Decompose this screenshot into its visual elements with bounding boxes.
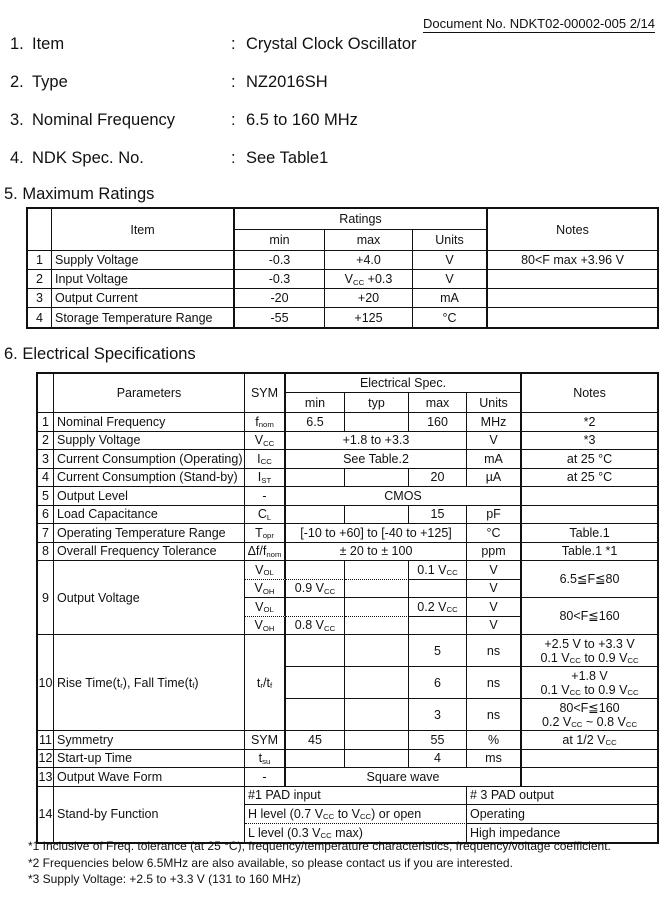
units-cell: V <box>467 580 522 599</box>
parameter-cell: Output Wave Form <box>54 768 245 787</box>
notes-cell <box>522 750 657 769</box>
parameter-cell: Operating Temperature Range <box>54 524 245 543</box>
typ-cell <box>345 731 409 750</box>
max-cell: $V_{CC} +0.3$ <box>325 270 413 289</box>
notes-cell: at 25 °C <box>522 450 657 469</box>
min-cell <box>286 667 345 699</box>
item-cell: Output Current <box>52 289 235 308</box>
min-cell <box>286 506 345 525</box>
units-cell: °C <box>467 524 522 543</box>
notes-cell <box>488 308 657 327</box>
notes-cell <box>522 635 657 667</box>
note-line: 80<F≦160 <box>559 700 620 715</box>
units-cell: ns <box>467 635 522 667</box>
symbol-cell: SYM <box>245 731 286 750</box>
column-header-ratings-group: Ratings <box>235 209 488 230</box>
max-cell: +4.0 <box>325 251 413 270</box>
typ-cell <box>345 598 409 617</box>
footnote: *3 Supply Voltage: +2.5 to +3.3 V (131 to 160 MHz) <box>28 872 301 886</box>
min-cell <box>286 469 345 488</box>
typ-cell <box>345 506 409 525</box>
symbol-cell: $f_{nom}$ <box>245 413 286 432</box>
table-row <box>38 524 657 543</box>
note-line: +1.8 V <box>571 668 608 683</box>
item-value: 6.5 to 160 MHz <box>246 111 358 129</box>
units-cell: V <box>467 617 522 636</box>
table-row <box>38 561 657 580</box>
row-number: 7 <box>38 524 54 543</box>
item-label: NDK Spec. No. <box>32 149 144 167</box>
units-cell: V <box>467 561 522 580</box>
row-number: 5 <box>38 487 54 506</box>
column-header-parameters: Parameters <box>54 374 245 413</box>
table-row <box>38 413 657 432</box>
value-span-cell: [-10 to +60] to [-40 to +125] <box>286 524 467 543</box>
notes-cell: 80<F max +3.96 V <box>488 251 657 270</box>
notes-cell: Table.1 *1 <box>522 543 657 562</box>
table-row <box>38 750 657 769</box>
column-header-notes: Notes <box>488 209 657 251</box>
table-row <box>38 768 657 787</box>
notes-cell <box>522 768 657 787</box>
units-cell: °C <box>413 308 488 327</box>
column-header-min: min <box>235 230 325 251</box>
column-header-typ: typ <box>345 393 409 413</box>
max-cell: 55 <box>409 731 467 750</box>
symbol-cell: - <box>245 487 286 506</box>
table-row <box>28 270 657 289</box>
row-number: 4 <box>38 469 54 488</box>
standby-output-cell: High impedance <box>470 825 561 840</box>
table-row <box>38 731 657 750</box>
notes-cell: at 25 °C <box>522 469 657 488</box>
item-label: Item <box>32 35 65 53</box>
units-cell: V <box>467 432 522 451</box>
table-row <box>38 787 657 806</box>
units-cell: % <box>467 731 522 750</box>
table-row <box>38 635 657 667</box>
max-cell <box>409 580 467 599</box>
typ-cell <box>345 635 409 667</box>
item-value: See Table1 <box>246 149 329 167</box>
item-number: 3. <box>10 111 24 129</box>
parameter-cell: Current Consumption (Stand-by) <box>54 469 245 488</box>
parameter-cell: Supply Voltage <box>54 432 245 451</box>
footnote: *2 Frequencies below 6.5MHz are also available, so please contact us if you are interested. <box>28 855 513 870</box>
units-cell: mA <box>467 450 522 469</box>
row-number: 4 <box>28 308 52 327</box>
max-cell: 3 <box>409 699 467 731</box>
row-number: 1 <box>38 413 54 432</box>
item-value: Crystal Clock Oscillator <box>246 35 417 53</box>
units-cell: V <box>413 270 488 289</box>
max-cell: 20 <box>409 469 467 488</box>
parameter-cell: Load Capacitance <box>54 506 245 525</box>
notes-cell <box>522 667 657 699</box>
symbol-cell: $V_{OL}$ <box>245 561 286 580</box>
column-header-notes: Notes <box>522 374 657 413</box>
row-number: 2 <box>38 432 54 451</box>
note-line: +2.5 V to +3.3 V <box>544 636 635 651</box>
notes-cell: *3 <box>522 432 657 451</box>
min-cell: 0.9 $V_{CC}$ <box>286 580 345 599</box>
electrical-specifications-table <box>36 372 659 844</box>
notes-cell: 6.5≦F≦80 <box>522 561 657 598</box>
section-heading-maximum-ratings: 5. Maximum Ratings <box>4 185 155 203</box>
symbol-cell: $C_L$ <box>245 506 286 525</box>
note-line: 0.1 $V_{CC}$ to 0.9 $V_{CC}$ <box>540 682 639 698</box>
item-separator: : <box>231 111 236 129</box>
item-number: 4. <box>10 149 24 167</box>
symbol-cell: $t_r/t_f$ <box>245 635 286 731</box>
footnotes <box>28 838 611 888</box>
value-span-cell: CMOS <box>286 487 522 506</box>
notes-cell <box>522 487 657 506</box>
min-cell: -20 <box>235 289 325 308</box>
units-cell: ms <box>467 750 522 769</box>
max-cell <box>409 617 467 636</box>
standby-output-cell: Operating <box>467 805 657 824</box>
info-item <box>10 73 328 92</box>
column-header-electrical-spec-group: Electrical Spec. <box>286 374 522 393</box>
table-row <box>28 251 657 270</box>
notes-cell <box>522 699 657 731</box>
max-cell: 5 <box>409 635 467 667</box>
standby-input-cell: #1 PAD input <box>245 787 467 806</box>
min-cell <box>286 699 345 731</box>
typ-cell <box>345 667 409 699</box>
symbol-cell: $I_{ST}$ <box>245 469 286 488</box>
typ-cell <box>345 413 409 432</box>
max-cell: +20 <box>325 289 413 308</box>
item-cell: Supply Voltage <box>52 251 235 270</box>
symbol-cell: $t_{su}$ <box>245 750 286 769</box>
notes-cell: 80<F≦160 <box>522 598 657 635</box>
min-cell: -0.3 <box>235 251 325 270</box>
table-row <box>38 506 657 525</box>
row-number: 9 <box>38 561 54 635</box>
symbol-cell: - <box>245 768 286 787</box>
table-row <box>38 469 657 488</box>
min-cell: -55 <box>235 308 325 327</box>
typ-cell <box>345 561 409 580</box>
max-cell: 15 <box>409 506 467 525</box>
column-header-max: max <box>325 230 413 251</box>
notes-cell: at 1/2 $V_{CC}$ <box>522 731 657 750</box>
corner-cell <box>38 374 54 413</box>
typ-cell <box>345 580 409 599</box>
column-header-units: Units <box>467 393 522 413</box>
typ-cell <box>345 750 409 769</box>
value-span-cell: +1.8 to +3.3 <box>286 432 467 451</box>
units-cell: MHz <box>467 413 522 432</box>
typ-cell <box>345 469 409 488</box>
item-number: 2. <box>10 73 24 91</box>
notes-cell <box>488 270 657 289</box>
standby-input-cell: H level (0.7 $V_{CC}$ to $V_{CC}$) or open <box>245 805 467 824</box>
max-cell: 0.2 $V_{CC}$ <box>409 598 467 617</box>
note-line: 0.1 $V_{CC}$ to 0.9 $V_{CC}$ <box>540 650 639 666</box>
value-span-cell: ± 20 to ± 100 <box>286 543 467 562</box>
info-item <box>10 111 358 130</box>
units-cell: V <box>413 251 488 270</box>
value-span-cell: Square wave <box>286 768 522 787</box>
section-heading-electrical-specifications: 6. Electrical Specifications <box>4 345 196 363</box>
parameter-cell: Output Level <box>54 487 245 506</box>
table-row <box>38 432 657 451</box>
symbol-cell: $I_{CC}$ <box>245 450 286 469</box>
row-number: 8 <box>38 543 54 562</box>
units-cell: µA <box>467 469 522 488</box>
notes-cell: *2 <box>522 413 657 432</box>
typ-cell <box>345 617 409 636</box>
item-cell: Input Voltage <box>52 270 235 289</box>
corner-cell <box>28 209 52 251</box>
notes-cell <box>522 506 657 525</box>
symbol-cell: $\Delta f/f_{nom}$ <box>245 543 286 562</box>
min-cell <box>286 561 345 580</box>
item-cell: Storage Temperature Range <box>52 308 235 327</box>
units-cell: ppm <box>467 543 522 562</box>
row-number: 3 <box>28 289 52 308</box>
parameter-cell: Overall Frequency Tolerance <box>54 543 245 562</box>
min-cell: 6.5 <box>286 413 345 432</box>
notes-cell: Table.1 <box>522 524 657 543</box>
units-cell: V <box>467 598 522 617</box>
min-cell: 0.8 $V_{CC}$ <box>286 617 345 636</box>
table-row <box>38 543 657 562</box>
standby-output-cell: # 3 PAD output <box>467 787 657 806</box>
max-cell: +125 <box>325 308 413 327</box>
units-cell: ns <box>467 667 522 699</box>
min-cell <box>286 635 345 667</box>
column-header-sym: SYM <box>245 374 286 413</box>
row-number: 1 <box>28 251 52 270</box>
parameter-cell: Stand-by Function <box>54 787 245 843</box>
max-cell: 160 <box>409 413 467 432</box>
value-span-cell: See Table.2 <box>286 450 467 469</box>
standby-input-cell: L level (0.3 $V_{CC}$ max) <box>245 824 467 843</box>
parameter-cell: Start-up Time <box>54 750 245 769</box>
item-label: Type <box>32 73 68 91</box>
notes-cell <box>488 289 657 308</box>
parameter-cell: Rise $Time(t_r)$, Fall $Time(t_f)$ <box>54 635 245 731</box>
parameter-cell: Output Voltage <box>54 561 245 635</box>
row-number: 3 <box>38 450 54 469</box>
column-header-item: Item <box>52 209 235 251</box>
max-cell: 4 <box>409 750 467 769</box>
min-cell: 45 <box>286 731 345 750</box>
min-cell <box>286 750 345 769</box>
typ-cell <box>345 699 409 731</box>
min-cell: -0.3 <box>235 270 325 289</box>
row-number: 11 <box>38 731 54 750</box>
info-item <box>10 35 417 54</box>
table-row <box>28 289 657 308</box>
item-number: 1. <box>10 35 24 53</box>
item-value: NZ2016SH <box>246 73 328 91</box>
document-number: Document No. NDKT02-00002-005 2/14 <box>423 16 655 31</box>
column-header-units: Units <box>413 230 488 251</box>
units-cell: pF <box>467 506 522 525</box>
maximum-ratings-table <box>26 207 659 329</box>
symbol-cell: $V_{OH}$ <box>245 617 286 636</box>
max-cell: 0.1 $V_{CC}$ <box>409 561 467 580</box>
item-separator: : <box>231 149 236 167</box>
row-number: 6 <box>38 506 54 525</box>
note-line: 0.2 $V_{CC}$ ~ 0.8 $V_{CC}$ <box>542 714 638 730</box>
column-header-min: min <box>286 393 345 413</box>
units-cell: ns <box>467 699 522 731</box>
row-number: 2 <box>28 270 52 289</box>
table-row <box>38 450 657 469</box>
table-row <box>28 308 657 327</box>
max-cell: 6 <box>409 667 467 699</box>
info-item <box>10 149 328 168</box>
row-number: 13 <box>38 768 54 787</box>
row-number: 10 <box>38 635 54 731</box>
parameter-cell: Nominal Frequency <box>54 413 245 432</box>
column-header-max: max <box>409 393 467 413</box>
parameter-cell: Current Consumption (Operating) <box>54 450 245 469</box>
item-separator: : <box>231 73 236 91</box>
units-cell: mA <box>413 289 488 308</box>
row-number: 14 <box>38 787 54 843</box>
symbol-cell: $T_{opr}$ <box>245 524 286 543</box>
symbol-cell: $V_{OH}$ <box>245 580 286 599</box>
min-cell <box>286 598 345 617</box>
symbol-cell: $V_{CC}$ <box>245 432 286 451</box>
parameter-cell: Symmetry <box>54 731 245 750</box>
row-number: 12 <box>38 750 54 769</box>
table-row <box>38 487 657 506</box>
item-label: Nominal Frequency <box>32 111 176 129</box>
item-separator: : <box>231 35 236 53</box>
symbol-cell: $V_{OL}$ <box>245 598 286 617</box>
footnote: *1 Inclusive of Freq. tolerance (at 25 °C), frequency/temperature characteristics, frequency/voltage coefficient. <box>28 839 611 853</box>
